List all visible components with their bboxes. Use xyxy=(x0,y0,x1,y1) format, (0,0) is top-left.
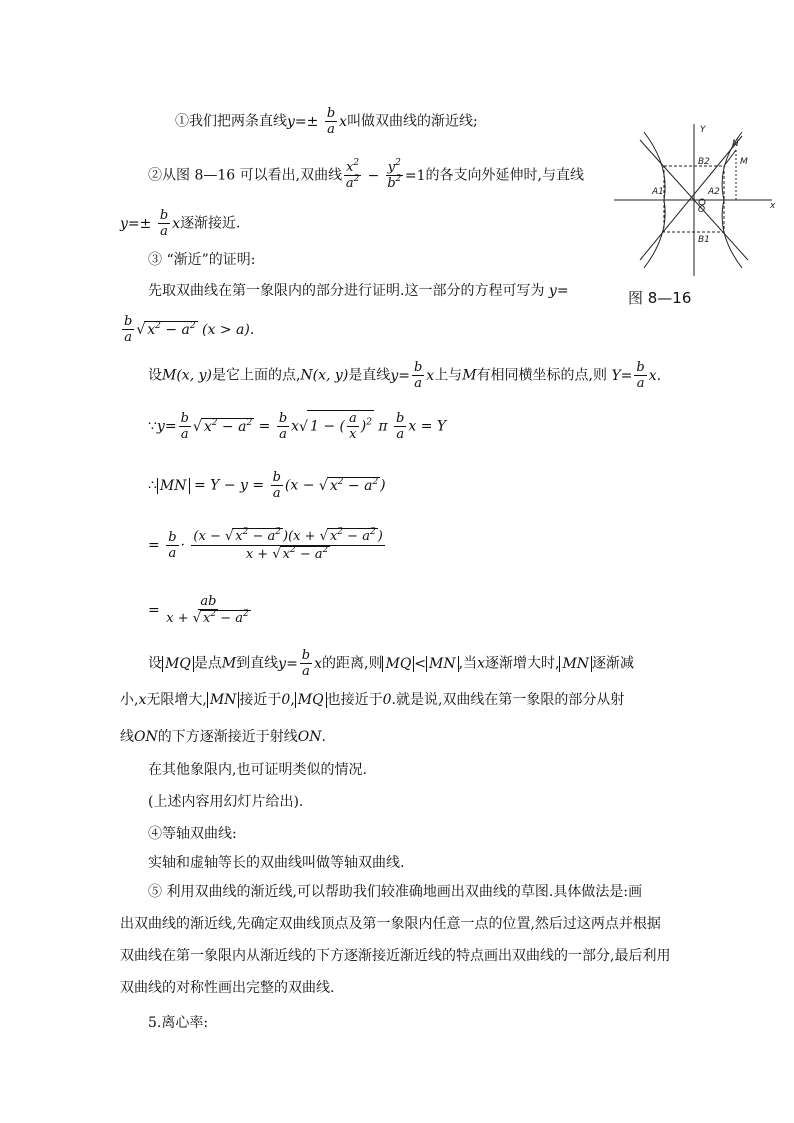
equation-step-2: = $\frac{b}{a}$ · $\frac{(x - √ x^2 - a^2 )(x + √ x^2 - a^2 )}{x + √ x^2 - a^2}$ xyxy=(148,527,383,562)
equation-step-3: = $\frac{ab}{x + √ x^2 - a^2}$ xyxy=(148,594,249,626)
text: 逐渐增大时, xyxy=(484,655,560,672)
formula: ON xyxy=(297,729,322,745)
text: 逐渐减 xyxy=(592,655,635,672)
label-o: O xyxy=(698,205,706,215)
formula: M xyxy=(221,655,237,672)
text: 设 xyxy=(148,655,162,672)
formula: M xyxy=(462,367,477,384)
paragraph-17-line1: ⑤ 利用双曲线的渐近线,可以帮助我们较准确地画出双曲线的草图.具体做法是:画 xyxy=(148,884,643,900)
text: 叫做双曲线的渐近线; xyxy=(347,113,478,130)
formula: y=± $\frac{b}{a}$ x xyxy=(120,208,181,239)
text: 也接近于 xyxy=(326,692,383,708)
label-a2: A2 xyxy=(708,187,720,197)
paragraph-10 xyxy=(148,648,634,679)
paragraph-4 xyxy=(148,281,569,301)
text: 逐渐接近. xyxy=(180,215,241,232)
formula: MN xyxy=(207,692,240,708)
paragraph-2b xyxy=(120,208,241,239)
label-b1: B1 xyxy=(698,235,710,245)
label-a1: A1 xyxy=(652,187,664,197)
paragraph-16: 实轴和虚轴等长的双曲线叫做等轴双曲线. xyxy=(148,855,405,871)
label-b2: B2 xyxy=(698,157,710,167)
label-y: Y xyxy=(700,125,706,135)
text: 设 xyxy=(148,367,162,384)
formula: MQ < MN xyxy=(382,656,458,672)
text: ,当 xyxy=(458,655,478,672)
paragraph-6 xyxy=(148,360,661,391)
text: 小, xyxy=(120,692,139,708)
label-x: x xyxy=(770,201,776,211)
text: 的下方逐渐接近于射线 xyxy=(157,729,298,745)
paragraph-17-line4: 双曲线的对称性画出完整的双曲线. xyxy=(120,980,335,996)
paragraph-17-line3: 双曲线在第一象限内从渐近线的下方逐渐接近渐近线的特点画出双曲线的一部分,最后利用 xyxy=(120,948,671,964)
label-n: N xyxy=(732,139,739,149)
formula: y= xyxy=(548,283,569,299)
paragraph-12 xyxy=(120,727,326,747)
text: ①我们把两条直线 xyxy=(175,113,287,130)
paragraph-17-line2: 出双曲线的渐近线,先确定双曲线顶点及第一象限内任意一点的位置,然后过这两点并根据 xyxy=(120,916,661,932)
text: 的各支向外延伸时,与直线 xyxy=(425,167,584,184)
label-m: M xyxy=(740,157,748,167)
formula: ON xyxy=(134,729,158,745)
formula: y= $\frac{b}{a}$ x xyxy=(278,648,323,679)
formula: Y= $\frac{b}{a}$ x. xyxy=(611,360,662,391)
text: 无限增大, xyxy=(146,692,207,708)
paragraph-11: 小,x无限增大, MN 接近于0, MQ 也接近于0.就是说,双曲线在第一象限的部分从射 xyxy=(120,692,625,708)
asymptote-definition xyxy=(175,106,478,137)
heading-equilateral: ④等轴双曲线: xyxy=(148,826,237,842)
paragraph-13: 在其他象限内,也可证明类似的情况. xyxy=(148,762,367,778)
paragraph-4b xyxy=(120,314,254,345)
equation-because: ∵y= $\frac{b}{a}$ √ $x^2 - a^2$ = $\frac{b}{a}$ x√ 1 − ( $\frac{a}{x}$ )$^2$ π $\frac{b}{a}$ x = Y xyxy=(148,411,447,442)
formula: x xyxy=(138,692,147,708)
text: 有相同横坐标的点,则 xyxy=(476,367,607,384)
formula: $\frac{b}{a}$ √ $x^2 - a^2$ (x > a). xyxy=(124,314,255,345)
formula: $\frac{x^2}{a^2}$ − $\frac{y^2}{b^2}$ =1 xyxy=(345,158,426,191)
formula: y= $\frac{b}{a}$ x xyxy=(390,360,435,391)
heading-3: ③ “渐近”的证明: xyxy=(148,252,256,268)
hyperbola-figure xyxy=(612,116,784,286)
formula: MQ xyxy=(162,656,194,672)
text: ②从图 8—16 可以看出,双曲线 xyxy=(148,167,343,184)
paragraph-14: (上述内容用幻灯片给出). xyxy=(148,794,304,810)
heading-eccentricity: 5.离心率: xyxy=(148,1015,209,1031)
formula: MQ xyxy=(295,692,327,708)
text: 先取双曲线在第一象限内的部分进行证明.这一部分的方程可写为 xyxy=(148,283,545,299)
text: 到直线 xyxy=(236,655,279,672)
formula: M(x, y) xyxy=(162,367,212,384)
formula: 0 xyxy=(382,692,392,708)
text: 是直线 xyxy=(348,367,391,384)
formula: MN xyxy=(559,656,592,672)
formula: 0 xyxy=(281,692,291,708)
text: 的距离,则 xyxy=(322,655,383,672)
text: .就是说,双曲线在第一象限的部分从射 xyxy=(391,692,625,708)
text: . xyxy=(321,729,326,745)
equation-therefore: ∴ MN = Y − y = $\frac{b}{a}$ (x − √ $x^2 - a^2$ ) xyxy=(148,470,386,501)
figure-caption: 图 8—16 xyxy=(628,289,692,307)
text: 线 xyxy=(120,729,134,745)
paragraph-2 xyxy=(148,160,584,191)
formula: N(x, y) xyxy=(300,367,349,384)
text: 上与 xyxy=(434,367,463,384)
text: 接近于 xyxy=(239,692,282,708)
formula: y=± $\frac{b}{a}$ x xyxy=(287,106,348,137)
text: 是点 xyxy=(193,655,222,672)
text: 是它上面的点, xyxy=(211,367,301,384)
formula: x xyxy=(477,655,485,672)
